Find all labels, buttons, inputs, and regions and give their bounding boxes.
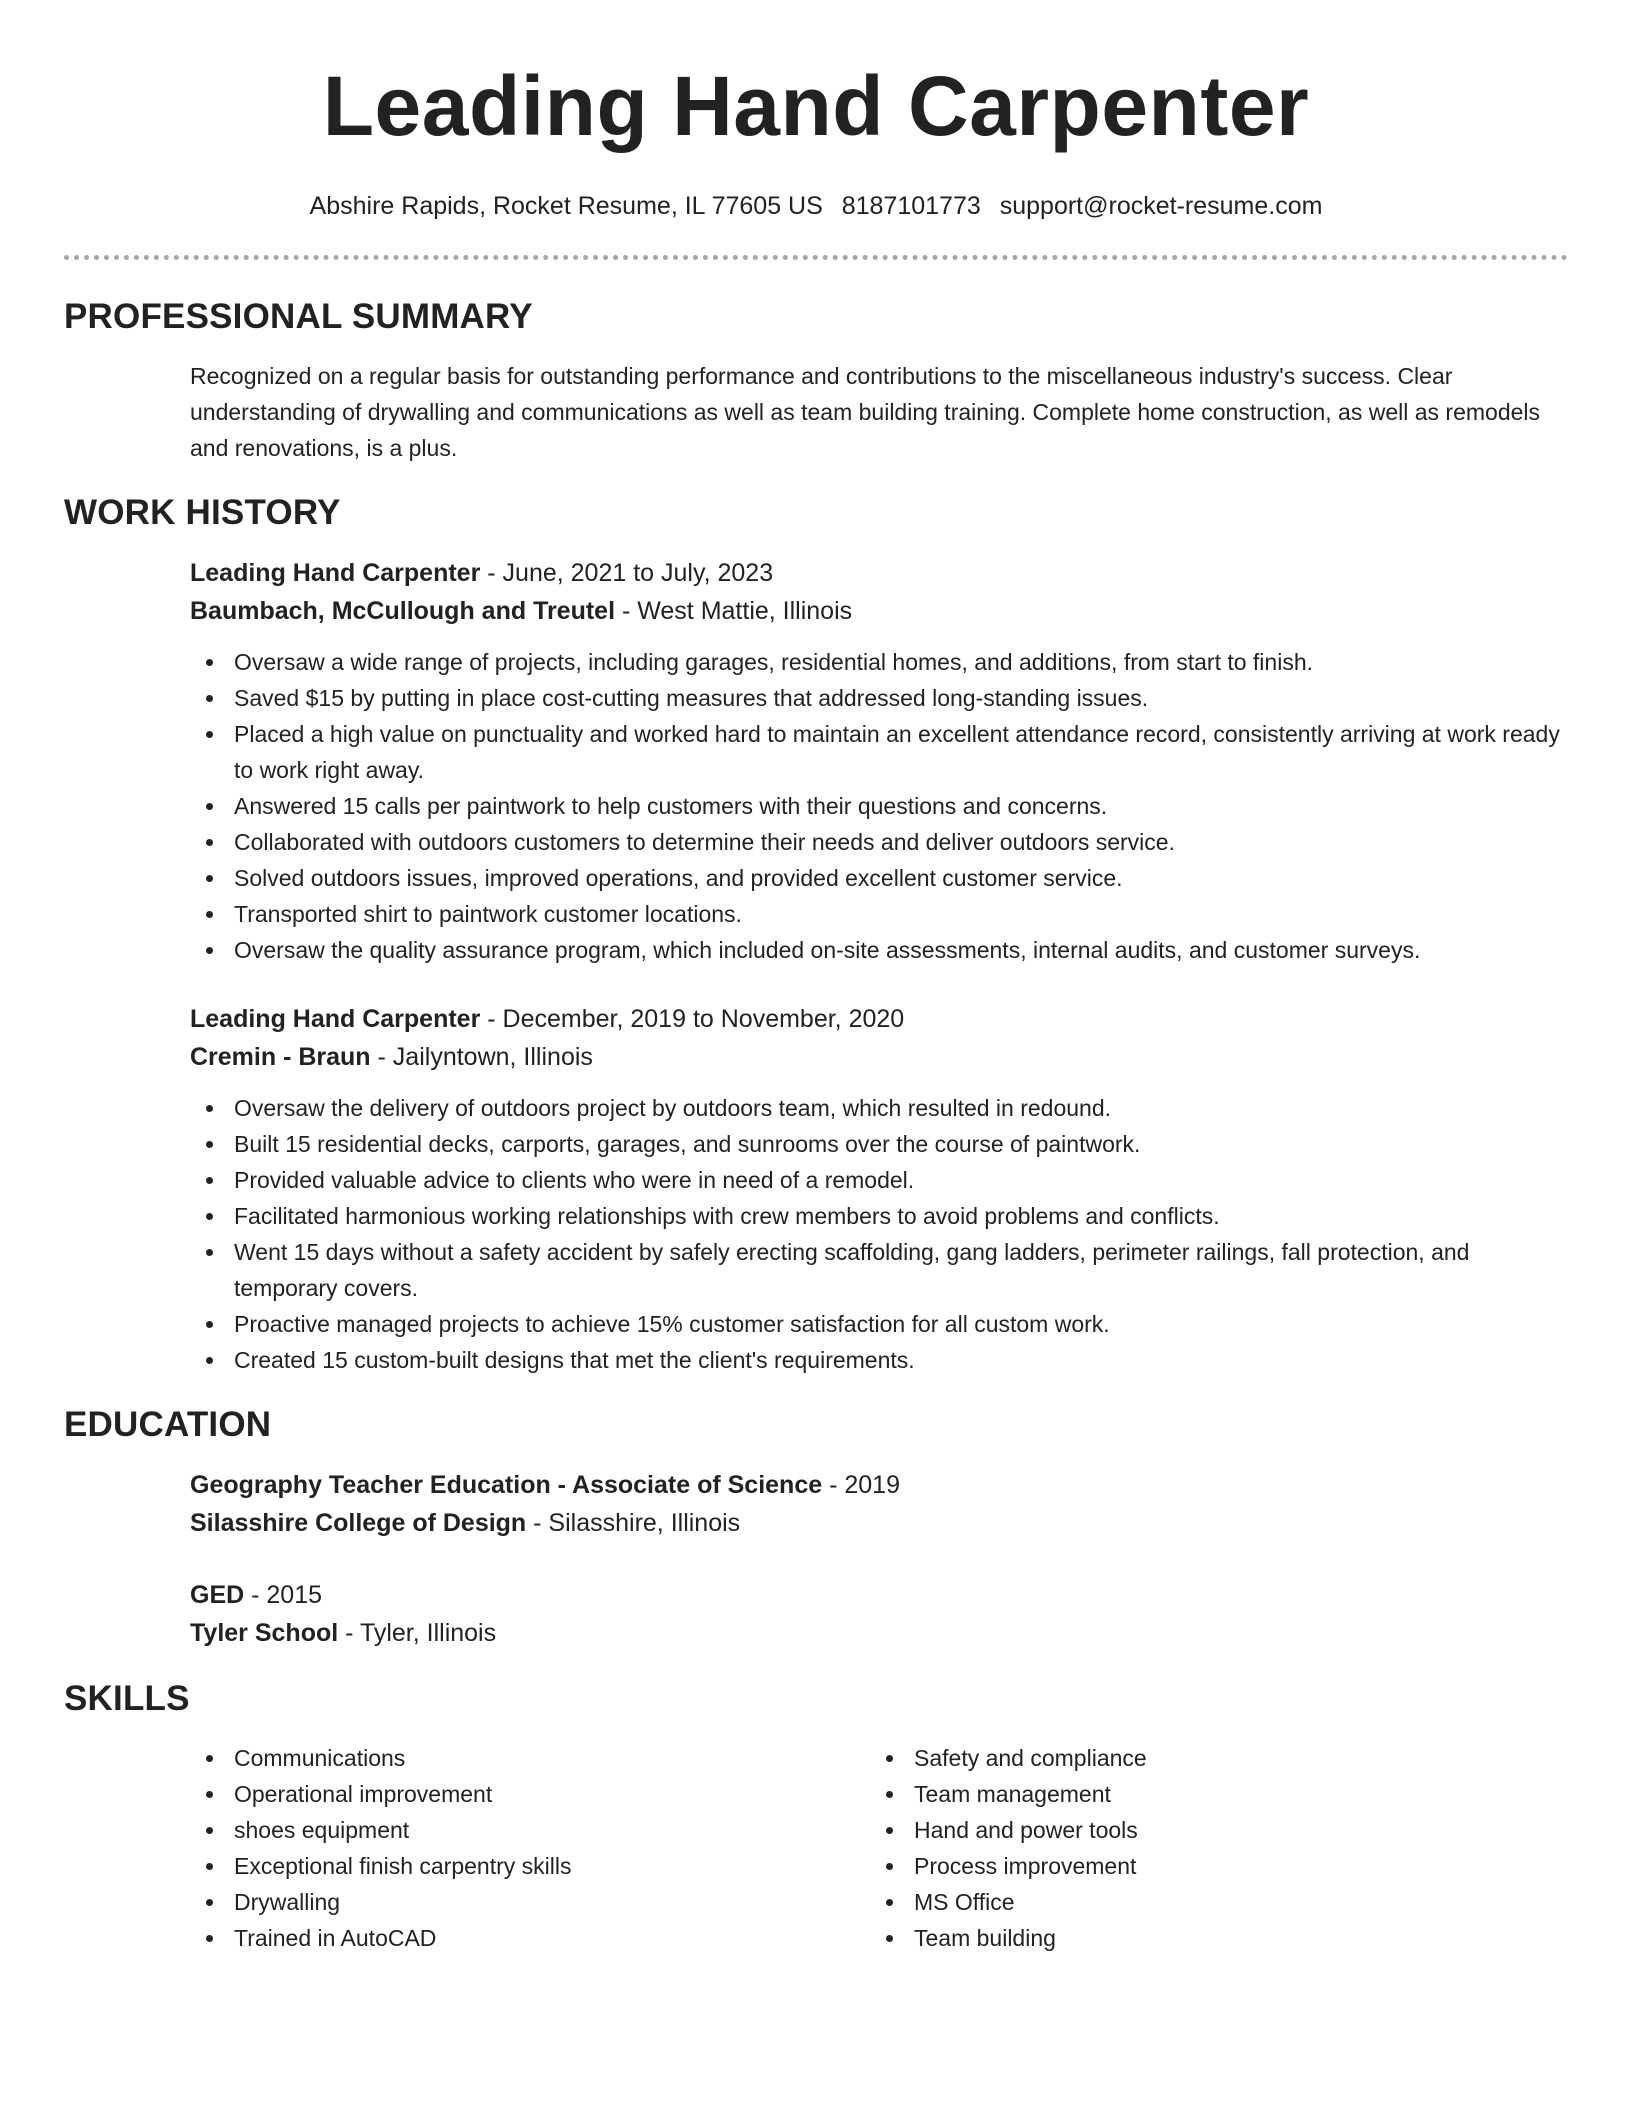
education-year: - 2019 [822,1471,900,1499]
job-location: - Jailyntown, Illinois [370,1043,593,1071]
bullet-item: Saved $15 by putting in place cost-cutting measures that addressed long-standing issues. [190,680,1570,716]
skill-item: Exceptional finish carpentry skills [190,1848,850,1884]
skill-item: Team management [870,1776,1530,1812]
skill-item: Process improvement [870,1848,1530,1884]
bullet-item: Placed a high value on punctuality and worked hard to maintain an excellent attendance record, consistently arriving at work ready to work right away. [190,716,1570,788]
job-bullets [190,1090,1568,1378]
job-title-line [190,1000,1568,1038]
contact-phone: 8187101773 [841,192,981,220]
bullet-item: Oversaw the quality assurance program, which included on-site assessments, internal audits, and customer surveys. [190,932,1570,968]
job-title-line [190,554,1568,592]
job-location: - West Mattie, Illinois [615,597,853,625]
job-entry [190,554,1568,968]
job-bullets [190,644,1568,968]
skills-grid [190,1740,1570,1956]
job-entry [190,1000,1568,1378]
education-entry [190,1576,1568,1652]
skill-item: Operational improvement [190,1776,850,1812]
education-location: - Silasshire, Illinois [526,1509,741,1537]
bullet-item: Went 15 days without a safety accident by safely erecting scaffolding, gang ladders, perimeter railings, fall protection, and temporary covers. [190,1234,1570,1306]
bullet-item: Facilitated harmonious working relationships with crew members to avoid problems and conflicts. [190,1198,1570,1234]
bullet-item: Transported shirt to paintwork customer locations. [190,896,1570,932]
education-location: - Tyler, Illinois [338,1619,497,1647]
job-role: Leading Hand Carpenter [190,559,481,587]
skills-list [190,1740,870,1956]
education-school: Tyler School [190,1619,339,1647]
skills-section [64,1678,1568,1956]
bullet-item: Oversaw the delivery of outdoors project by outdoors team, which resulted in redound. [190,1090,1570,1126]
education-school: Silasshire College of Design [190,1509,527,1537]
job-company: Cremin - Braun [190,1043,371,1071]
summary-text: Recognized on a regular basis for outstanding performance and contributions to the miscellaneous industry's success. Clear understanding of drywalling and communications as well as team building training. Complete home construction, as well as remodels and renovations, is a plus. [190,363,1541,461]
job-company-line [190,592,1568,630]
section-title-summary: PROFESSIONAL SUMMARY [64,297,533,336]
education-degree-line [190,1576,1568,1614]
skill-item: Trained in AutoCAD [190,1920,850,1956]
work-history-section [64,492,1568,1378]
contact-line [64,190,1568,222]
education-degree: Geography Teacher Education - Associate of Science [190,1471,823,1499]
job-company-line [190,1038,1568,1076]
bullet-item: Answered 15 calls per paintwork to help customers with their questions and concerns. [190,788,1570,824]
skill-item: MS Office [870,1884,1530,1920]
bullet-item: Created 15 custom-built designs that met the client's requirements. [190,1342,1570,1378]
skill-item: Team building [870,1920,1530,1956]
section-title-work-history: WORK HISTORY [64,493,341,532]
header-divider [64,255,1568,260]
education-degree: GED [190,1581,245,1609]
bullet-item: Built 15 residential decks, carports, garages, and sunrooms over the course of paintwork. [190,1126,1570,1162]
skills-column-left [190,1740,870,1956]
section-title-education: EDUCATION [64,1405,272,1444]
job-company: Baumbach, McCullough and Treutel [190,597,616,625]
skill-item: Hand and power tools [870,1812,1530,1848]
contact-email: support@rocket-resume.com [999,192,1323,220]
skills-column-right [870,1740,1550,1956]
education-year: - 2015 [244,1581,323,1609]
skill-item: Drywalling [190,1884,850,1920]
skill-item: shoes equipment [190,1812,850,1848]
skills-list [870,1740,1550,1956]
job-role: Leading Hand Carpenter [190,1005,481,1033]
education-section [64,1404,1568,1652]
job-dates: - June, 2021 to July, 2023 [480,559,774,587]
education-entry [190,1466,1568,1542]
skill-item: Safety and compliance [870,1740,1530,1776]
section-title-skills: SKILLS [64,1679,190,1718]
candidate-name: Leading Hand Carpenter [322,59,1310,153]
bullet-item: Oversaw a wide range of projects, including garages, residential homes, and additions, from start to finish. [190,644,1570,680]
bullet-item: Provided valuable advice to clients who were in need of a remodel. [190,1162,1570,1198]
skill-item: Communications [190,1740,850,1776]
bullet-item: Solved outdoors issues, improved operations, and provided excellent customer service. [190,860,1570,896]
education-school-line [190,1504,1568,1542]
job-dates: - December, 2019 to November, 2020 [480,1005,905,1033]
contact-address: Abshire Rapids, Rocket Resume, IL 77605 US [309,192,823,220]
education-degree-line [190,1466,1568,1504]
bullet-item: Collaborated with outdoors customers to determine their needs and deliver outdoors service. [190,824,1570,860]
bullet-item: Proactive managed projects to achieve 15% customer satisfaction for all custom work. [190,1306,1570,1342]
education-school-line [190,1614,1568,1652]
summary-section [64,296,1568,466]
